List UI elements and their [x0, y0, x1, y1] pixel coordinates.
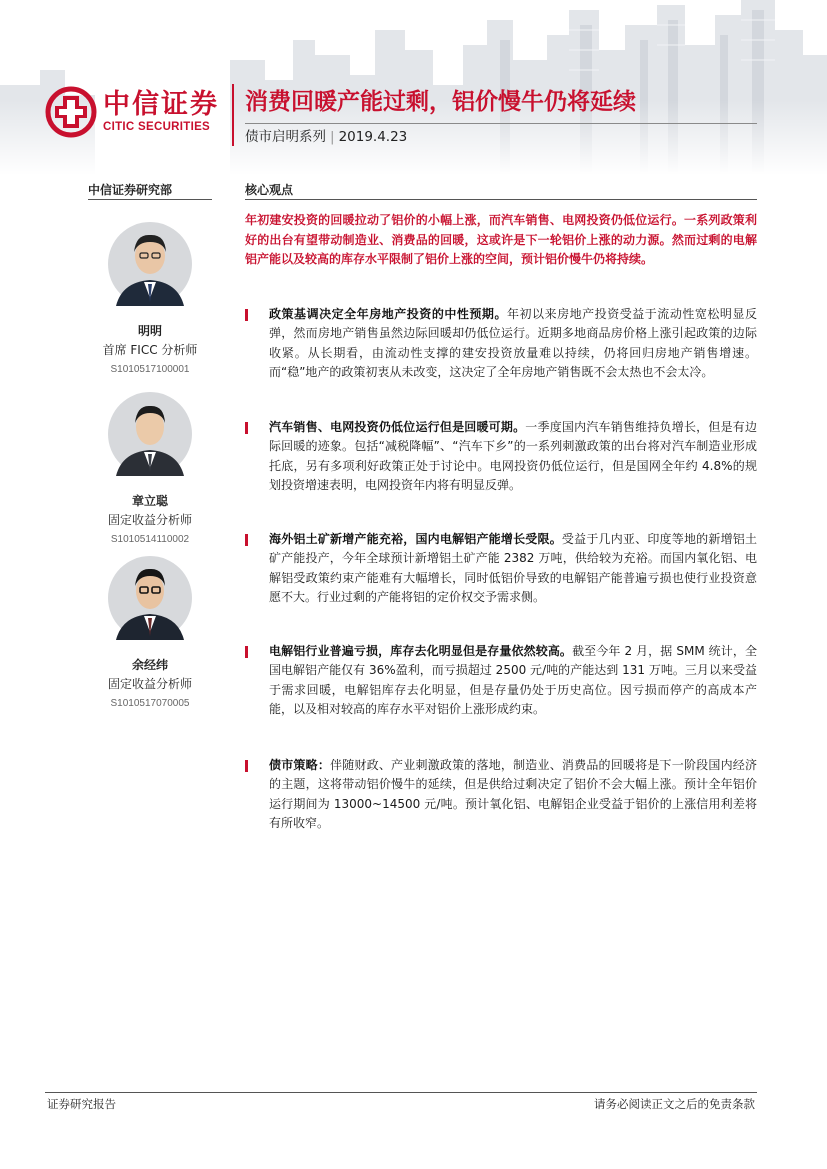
subtitle-separator: | [330, 129, 335, 145]
report-subtitle [245, 127, 407, 147]
analyst-card [88, 392, 212, 550]
report-date: 2019.4.23 [338, 129, 408, 145]
title-divider [245, 123, 757, 124]
sidebar-heading: 中信证券研究部 [88, 183, 173, 197]
bullet-marker [245, 422, 248, 434]
analyst-photo [108, 556, 192, 640]
footer-divider [45, 1092, 757, 1093]
analyst-name: 余经纬 [131, 658, 168, 672]
analyst-photo [108, 222, 192, 306]
bullet-body: 受益于几内亚、印度等地的新增铝土矿产能投产，今年全球预计新增铝土矿产能 2382 万吨，供给较为充裕。而国内氧化铝、电解铝受政策约束产能难有大幅增长，同时低铝价导致的电解铝产能普遍亏损也使行业投资意愿不大。行业过剩的产能将铝的定价权交予需求侧。 [269, 532, 757, 604]
bullet-marker [245, 309, 248, 321]
bullet-body: 伴随财政、产业刺激政策的落地，制造业、消费品的回暖将是下一阶段国内经济的主题，这将带动铝价慢牛的延续，但是供给过剩决定了铝价不会大幅上涨。预计全年铝价运行期间为 13000~14500 元/吨。预计氧化铝、电解铝企业受益于铝价的上涨信用利差将有所收窄。 [269, 758, 757, 830]
footer-disclaimer-link[interactable]: 请务必阅读正文之后的免责条款 [594, 1097, 755, 1111]
analyst-photo [108, 392, 192, 476]
citic-logo [45, 86, 219, 138]
analyst-name: 明明 [137, 324, 162, 338]
analyst-name: 章立聪 [131, 494, 168, 508]
citic-logo-icon [45, 86, 97, 138]
analyst-role: 首席 FICC 分析师 [102, 343, 198, 357]
series-name: 债市启明系列 [245, 129, 326, 145]
bullet-lead: 海外铝土矿新增产能充裕，国内电解铝产能增长受限。 [269, 532, 562, 546]
logo-en-text: CITIC SECURITIES [103, 121, 211, 133]
bullet-lead: 债市策略： [269, 758, 331, 772]
bullet-point [245, 305, 757, 382]
analyst-license-id: S1010517070005 [110, 698, 190, 709]
sidebar-divider [88, 199, 212, 200]
bullet-marker [245, 646, 248, 658]
bullet-point [245, 418, 757, 495]
footer-report-type: 证券研究报告 [47, 1097, 116, 1111]
analyst-role: 固定收益分析师 [107, 513, 192, 527]
bullet-body: 一季度国内汽车销售维持负增长，但是有边际回暖的迹象。包括“减税降幅”、“汽车下乡”的一系列刺激政策的出台将对汽车制造业形成托底，另有多项利好政策正处于讨论中。电网投资仍低位运行，但是国网全年约 4.8%的规划投资增速表明，电网投资年内将有明显反弹。 [269, 420, 757, 492]
core-view-heading: 核心观点 [245, 183, 294, 197]
bullet-point [245, 642, 757, 719]
analyst-license-id: S1010514110002 [110, 534, 190, 545]
bullet-body: 截至今年 2 月，据 SMM 统计，全国电解铝产能仅有 36%盈利，而亏损超过 2500 元/吨的产能达到 131 万吨。三月以来受益于需求回暖，电解铝库存去化明显，但是存量仍处于历史高位。因亏损而停产的高成本产能，以及相对较高的库存水平对铝价上涨形成约束。 [269, 644, 757, 716]
analyst-card [88, 556, 212, 714]
analyst-card [88, 222, 212, 380]
bullet-marker [245, 760, 248, 772]
main-divider [245, 199, 757, 200]
bullet-lead: 政策基调决定全年房地产投资的中性预期。 [269, 307, 507, 321]
summary-paragraph: 年初建安投资的回暖拉动了铝价的小幅上涨，而汽车销售、电网投资仍低位运行。一系列政策利好的出台有望带动制造业、消费品的回暖，这或许是下一轮铝价上涨的动力源。然而过剩的电解铝产能以及较高的库存水平限制了铝价上涨的空间，预计铝价慢牛仍将持续。 [245, 213, 757, 266]
bullet-point [245, 530, 757, 607]
bullet-marker [245, 534, 248, 546]
logo-cn-text: 中信证券 [103, 89, 219, 120]
analyst-role: 固定收益分析师 [107, 677, 192, 691]
title-accent-bar [232, 84, 234, 146]
bullet-lead: 电解铝行业普遍亏损，库存去化明显但是存量依然较高。 [269, 644, 573, 658]
report-title: 消费回暖产能过剩，铝价慢牛仍将延续 [245, 89, 636, 115]
analyst-license-id: S1010517100001 [110, 364, 190, 375]
bullet-point [245, 756, 757, 833]
bullet-body: 年初以来房地产投资受益于流动性宽松明显反弹，然而房地产销售虽然边际回暖却仍低位运行。近期多地商品房价格上涨引起政策的边际收紧。从长期看，由流动性支撑的建安投资放量难以持续，仍将回归房地产销售增速。而“稳”地产的政策初衷从未改变，这决定了全年房地产销售既不会太热也不会太冷。 [269, 307, 757, 379]
bullet-lead: 汽车销售、电网投资仍低位运行但是回暖可期。 [269, 420, 526, 434]
